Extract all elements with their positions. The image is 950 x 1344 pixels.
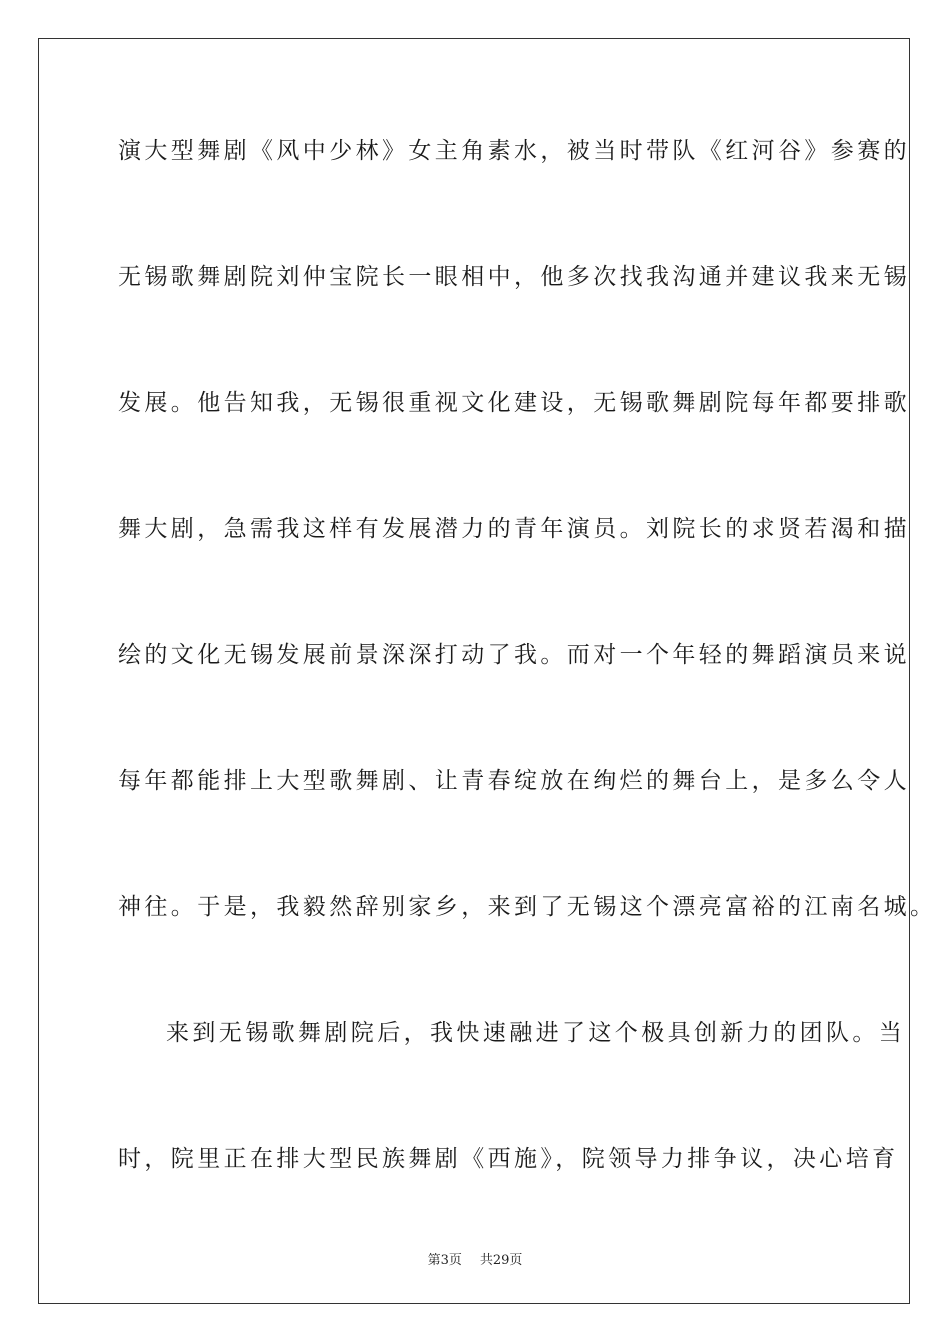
text-line-2: 无锡歌舞剧院刘仲宝院长一眼相中，他多次找我沟通并建议我来无锡 (118, 264, 910, 290)
text-line-5: 绘的文化无锡发展前景深深打动了我。而对一个年轻的舞蹈演员来说 (118, 642, 910, 668)
text-line-6: 每年都能排上大型歌舞剧、让青春绽放在绚烂的舞台上，是多么令人 (118, 768, 910, 794)
text-line-1: 演大型舞剧《风中少林》女主角素水，被当时带队《红河谷》参赛的 (118, 138, 910, 164)
text-line-4: 舞大剧，急需我这样有发展潜力的青年演员。刘院长的求贤若渴和描 (118, 516, 910, 542)
document-body (118, 127, 937, 1261)
text-line-8-paragraph-start: 来到无锡歌舞剧院后，我快速融进了这个极具创新力的团队。当 (166, 1020, 906, 1046)
page-number: 第3页 (427, 1253, 462, 1268)
page-total: 共29页 (479, 1253, 523, 1268)
text-line-7: 神往。于是，我毅然辞别家乡，来到了无锡这个漂亮富裕的江南名城。 (118, 894, 937, 920)
page-footer (0, 1249, 950, 1268)
text-line-9: 时，院里正在排大型民族舞剧《西施》，院领导力排争议，决心培育 (118, 1146, 899, 1172)
text-line-3: 发展。他告知我，无锡很重视文化建设，无锡歌舞剧院每年都要排歌 (118, 390, 910, 416)
